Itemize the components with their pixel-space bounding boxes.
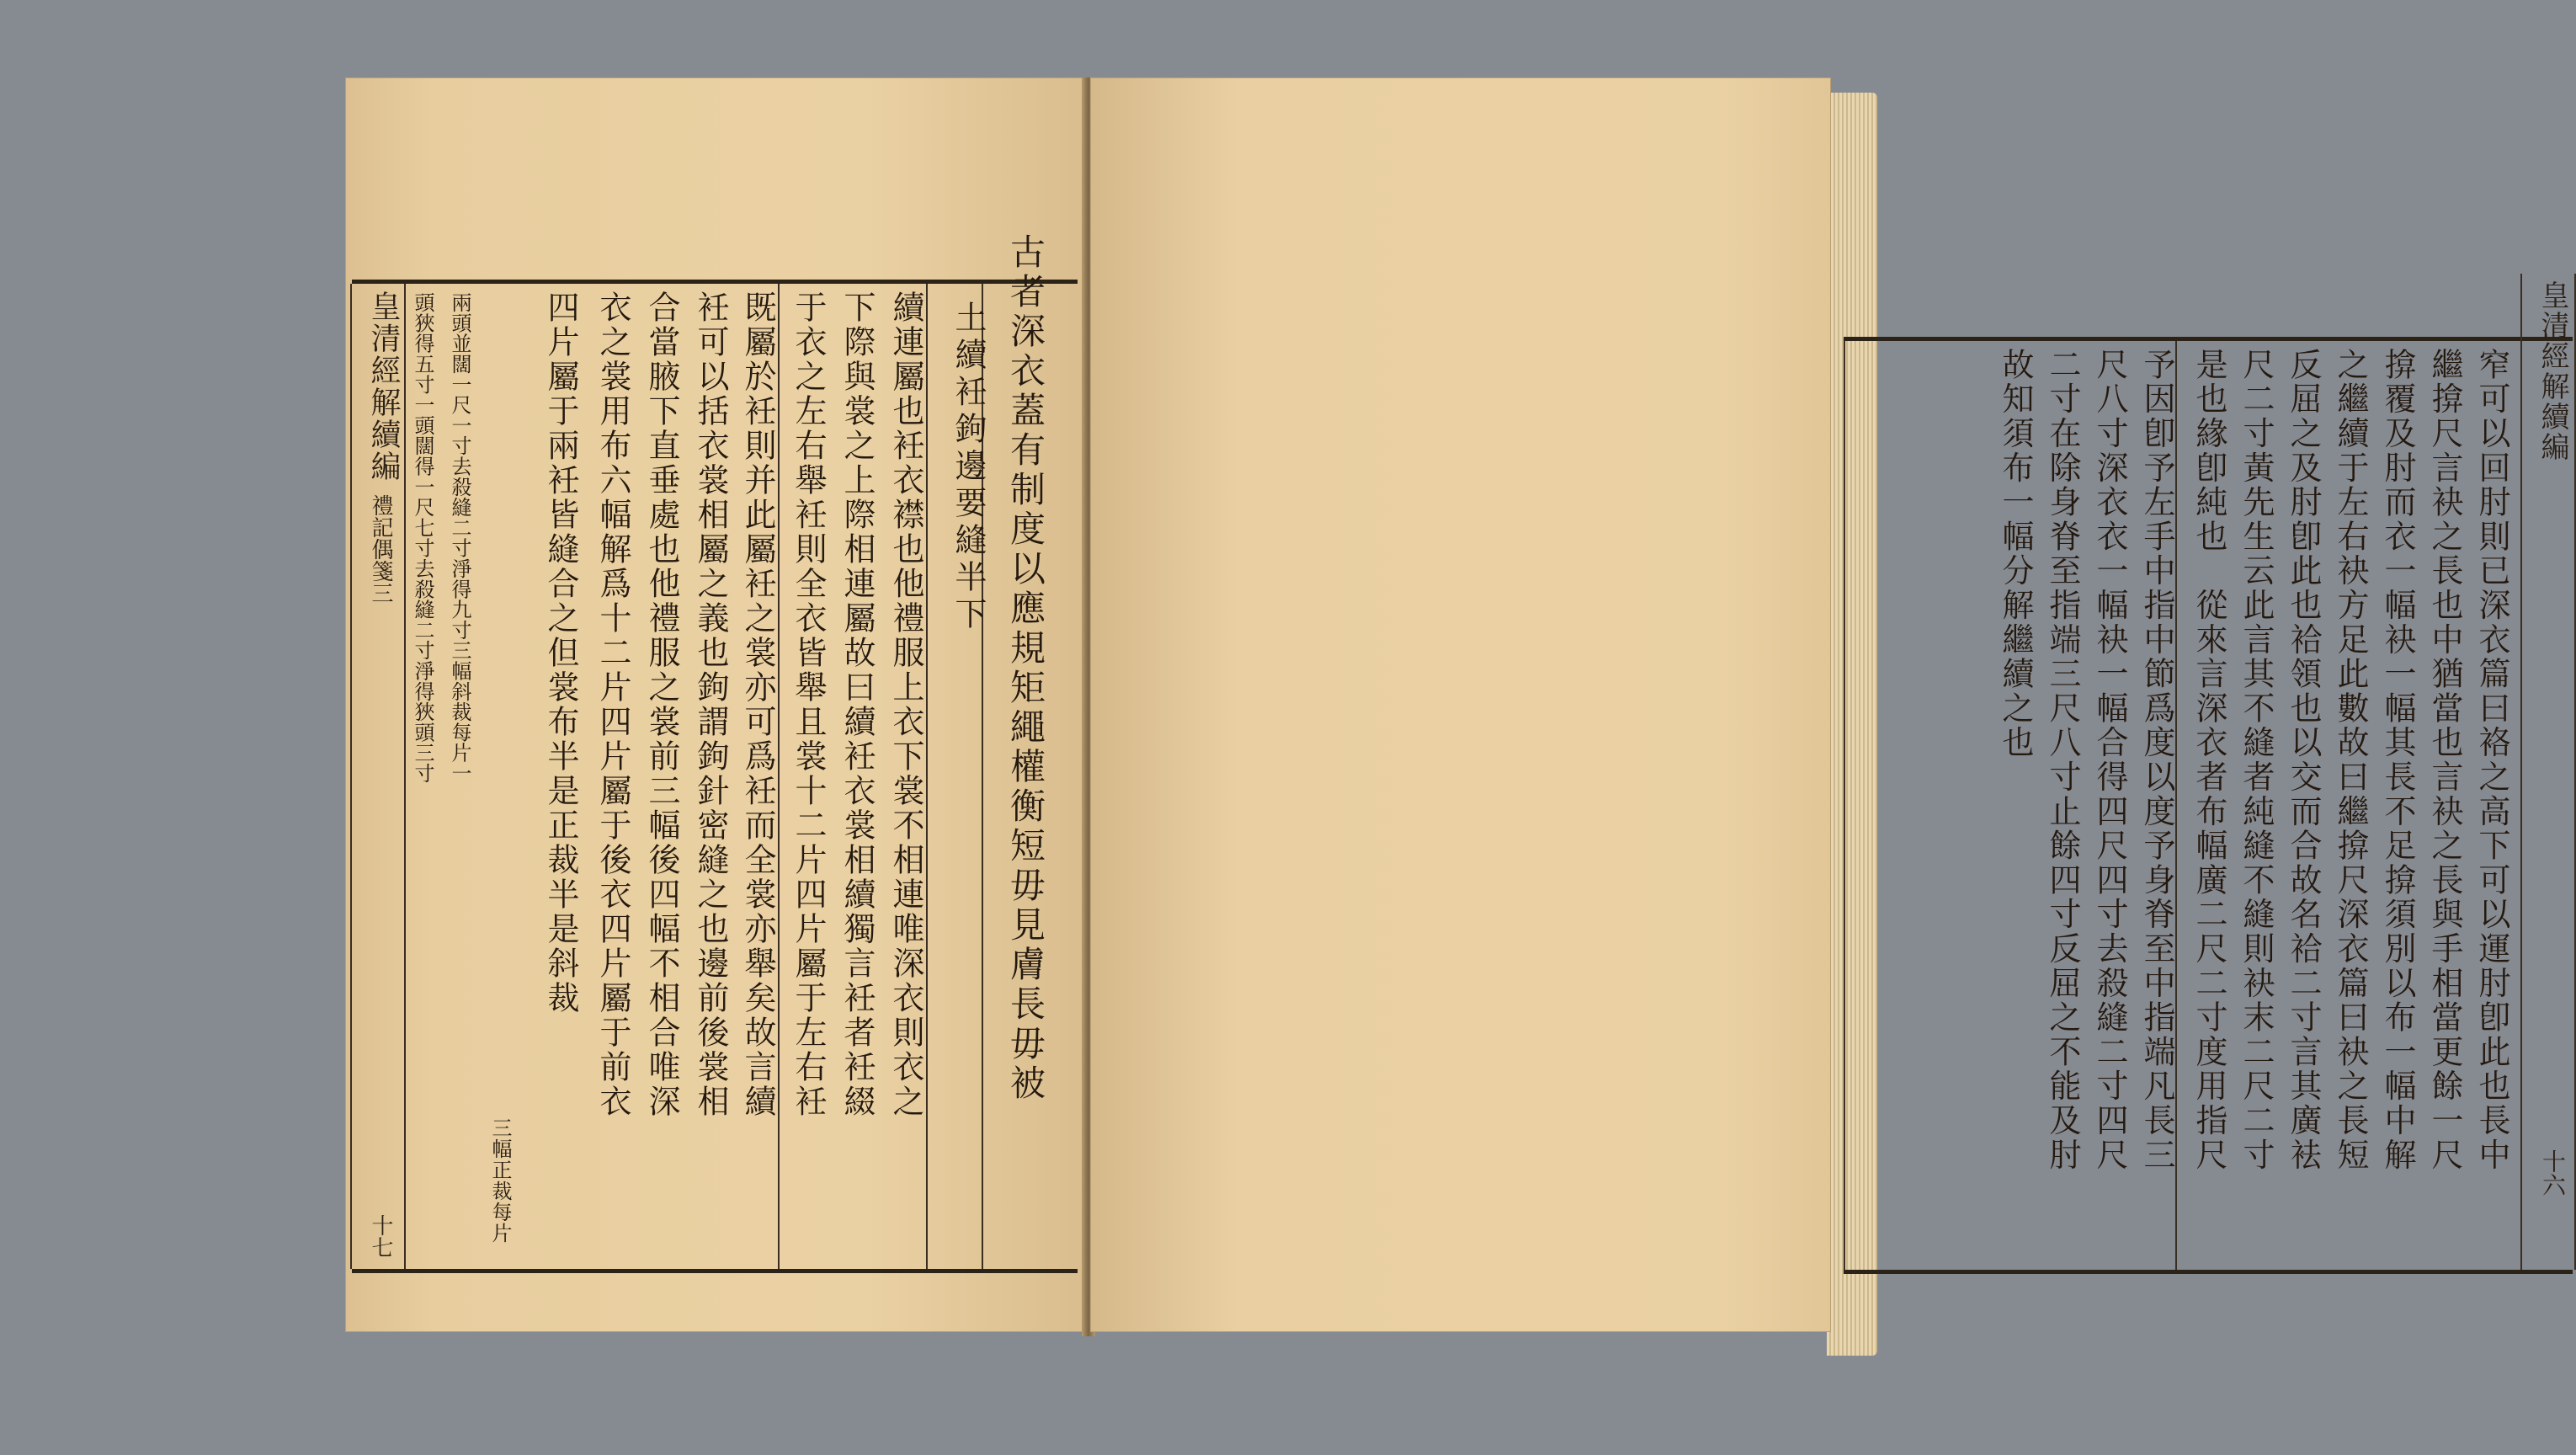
text-column: 是也緣卽純也 從來言深衣者布幅廣二尺二寸度用指尺 [2190,348,2227,1173]
text-column: 尺二寸黃先生云此言其不縫者純縫不縫則袂末二尺二寸 [2238,348,2275,1173]
left-page [345,77,1086,1332]
text-column: 衽可以括衣裳相屬之義也鉤謂鉤針密縫之也邊前後裳相 [692,290,729,1119]
text-column: 予因卽予左手中指中節爲度以度予身脊至中指端凡長三 [2138,348,2175,1173]
text-column: 衣之裳用布六幅解爲十二片四片屬于後衣四片屬于前衣 [594,290,631,1119]
text-column: 土續衽鉤邊要縫半下 [950,301,987,634]
note-column-top: 三幅正裁每片 [488,1117,512,1244]
text-column: 下際與裳之上際相連屬故曰續衽衣裳相續獨言衽者衽綴 [838,290,876,1119]
right-fold-column [2520,274,2576,1270]
left-fold-subtitle: 禮記偶箋三 [368,494,393,604]
open-book [337,77,2569,1393]
text-column: 古者深衣蓋有制度以應規矩繩權衡短毋見膚長毋被 [1005,233,1046,1104]
text-column: 之繼續于左右袂方足此數故曰繼揜尺深衣篇曰袂之長短 [2332,348,2369,1173]
text-column: 揜覆及肘而衣一幅袂一幅其長不足揜須別以布一幅中解 [2379,348,2416,1173]
right-page [1090,77,2569,1332]
right-text-frame [1844,280,2573,1274]
text-column: 尺八寸深衣衣一幅袂一幅合得四尺四寸去殺縫二寸四尺 [2091,348,2128,1173]
text-column: 反屈之及肘卽此也袷領也以交而合故名袷二寸言其廣袪 [2285,348,2322,1173]
text-column: 合當腋下直垂處也他禮服之裳前三幅後四幅不相合唯深 [643,290,680,1119]
left-fold-page-number: 十七 [368,1214,393,1258]
text-column: 四片屬于兩衽皆縫合之但裳布半是正裁半是斜裁 [542,290,579,1015]
text-column: 故知須布一幅分解繼續之也 [1997,348,2034,760]
note-column: 兩頭並闊一尺一寸去殺縫二寸淨得九寸三幅斜裁每片一 [448,292,471,784]
left-fold-title: 皇清經解續編 [366,290,401,482]
note-column: 頭狹得五寸一頭闊得一尺七寸去殺縫二寸淨得狹頭三寸 [411,292,434,784]
left-fold-column [350,284,406,1269]
right-fold-title: 皇清經解續編 [2536,280,2569,462]
right-fold-page-number: 十六 [2539,1149,2567,1197]
text-column: 窄可以回肘則已深衣篇曰袼之高下可以運肘卽此也長中 [2473,348,2510,1173]
text-column: 繼揜尺言袂之長也中猶當也言袂之長與手相當更餘一尺 [2426,348,2463,1173]
text-column: 續連屬也衽衣襟也他禮服上衣下裳不相連唯深衣則衣之 [887,290,924,1119]
text-column: 于衣之左右舉衽則全衣皆舉且裳十二片四片屬于左右衽 [790,290,827,1119]
left-text-frame [352,233,1078,1273]
text-column: 二寸在除身脊至指端三尺八寸止餘四寸反屈之不能及肘 [2044,348,2081,1173]
text-column: 既屬於衽則并此屬衽之裳亦可爲衽而全裳亦舉矣故言續 [739,290,776,1119]
